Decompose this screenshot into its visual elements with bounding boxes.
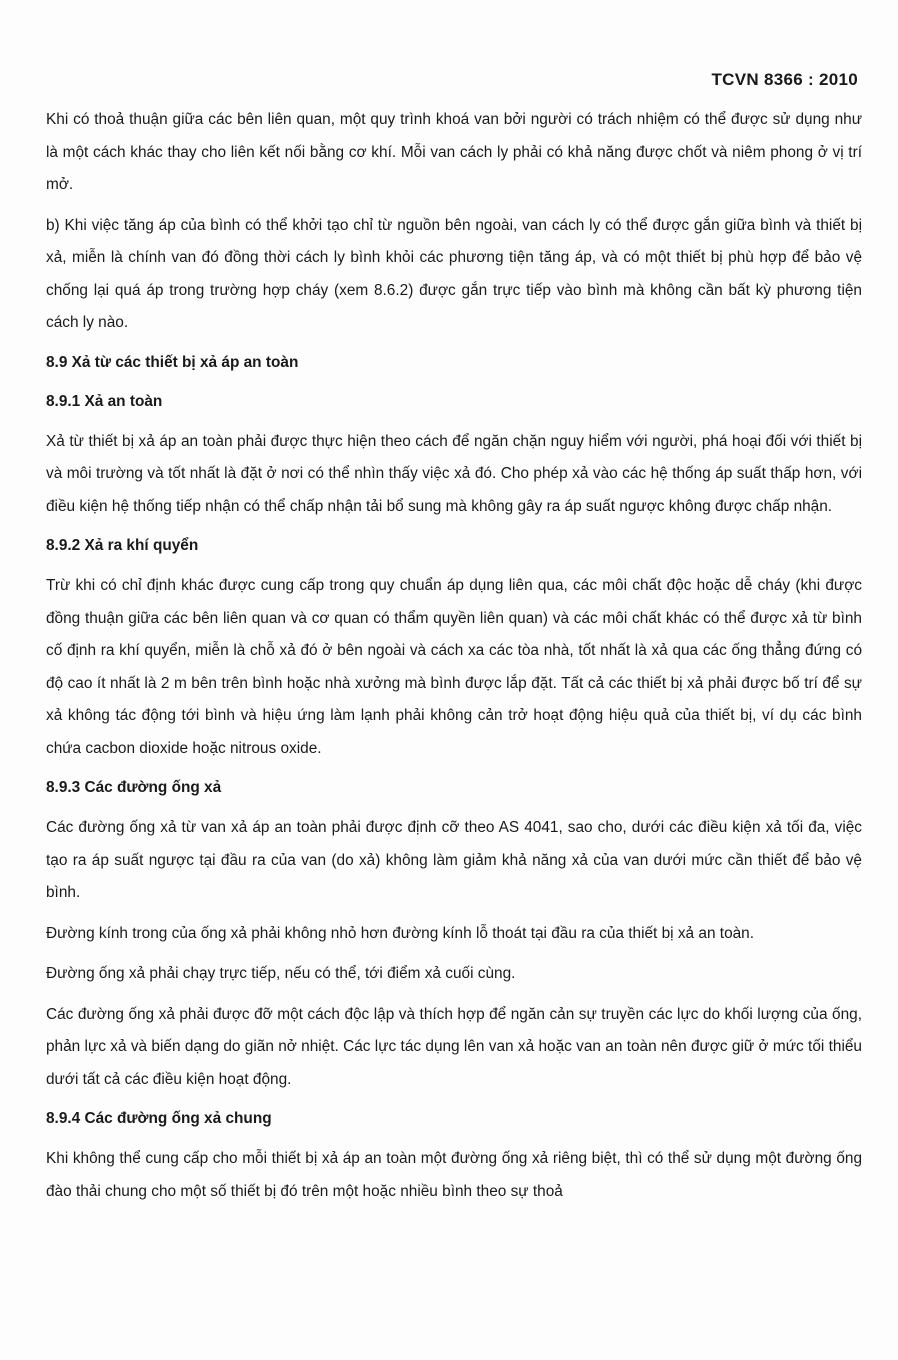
section-heading-8-9-1: 8.9.1 Xả an toàn	[46, 392, 163, 410]
paragraph: Xả từ thiết bị xả áp an toàn phải được thực hiện theo cách để ngăn chặn nguy hiểm với người, phá hoại đối với thiết bị và môi trường và tốt nhất là đặt ở nơi có thể nhìn thấy việc xả đó. Cho phép xả vào các hệ thống áp suất thấp hơn, với điều kiện hệ thống tiếp nhận có thể chấp nhận tải bổ sung mà không gây ra áp suất ngược không được chấp nhận.	[46, 432, 862, 515]
paragraph: Khi không thể cung cấp cho mỗi thiết bị xả áp an toàn một đường ống xả riêng biệt, thì có thể sử dụng một đường ống đào thải chung cho một số thiết bị đó trên một hoặc nhiều bình theo sự thoả	[46, 1150, 862, 1200]
section-heading-8-9: 8.9 Xả từ các thiết bị xả áp an toàn	[46, 353, 299, 371]
paragraph: Các đường ống xả phải được đỡ một cách độc lập và thích hợp để ngăn cản sự truyền các lực do khối lượng của ống, phản lực xả và biến dạng do giãn nở nhiệt. Các lực tác dụng lên van xả hoặc van an toàn nên được giữ ở mức tối thiểu dưới tất cả các điều kiện hoạt động.	[46, 1005, 862, 1088]
document-code: TCVN 8366 : 2010	[711, 70, 858, 89]
paragraph: Khi có thoả thuận giữa các bên liên quan, một quy trình khoá van bởi người có trách nhiệm có thể được sử dụng như là một cách khác thay cho liên kết nối bằng cơ khí. Mỗi van cách ly phải có khả năng được chốt và niêm phong ở vị trí mở.	[46, 111, 862, 193]
document-body	[46, 104, 862, 1216]
paragraph: Đường ống xả phải chạy trực tiếp, nếu có thể, tới điểm xả cuối cùng.	[46, 965, 516, 982]
section-heading-8-9-4: 8.9.4 Các đường ống xả chung	[46, 1110, 272, 1127]
paragraph: Các đường ống xả từ van xả áp an toàn phải được định cỡ theo AS 4041, sao cho, dưới các điều kiện xả tối đa, việc tạo ra áp suất ngược tại đầu ra của van (do xả) không làm giảm khả năng xả của van dưới mức cần thiết để bảo vệ bình.	[46, 819, 862, 901]
section-heading-8-9-2: 8.9.2 Xả ra khí quyển	[46, 537, 199, 554]
paragraph: b) Khi việc tăng áp của bình có thể khởi tạo chỉ từ nguồn bên ngoài, van cách ly có thể được gắn giữa bình và thiết bị xả, miễn là chính van đó đồng thời cách ly bình khỏi các phương tiện tăng áp, và có một thiết bị phù hợp để bảo vệ chống lại quá áp trong trường hợp cháy (xem 8.6.2) được gắn trực tiếp vào bình mà không cần bất kỳ phương tiện cách ly nào.	[46, 216, 862, 331]
section-heading-8-9-3: 8.9.3 Các đường ống xả	[46, 779, 222, 796]
paragraph: Đường kính trong của ống xả phải không nhỏ hơn đường kính lỗ thoát tại đầu ra của thiết bị xả an toàn.	[46, 924, 755, 942]
paragraph: Trừ khi có chỉ định khác được cung cấp trong quy chuẩn áp dụng liên qua, các môi chất độc hoặc dễ cháy (khi được đồng thuận giữa các bên liên quan và cơ quan có thẩm quyền liên quan) và các môi chất khác có thể được xả từ bình cố định ra khí quyển, miễn là chỗ xả đó ở bên ngoài và cách xa các tòa nhà, tốt nhất là xả qua các ống thẳng đứng có độ cao ít nhất là 2 m bên trên bình hoặc nhà xưởng mà bình được lắp đặt. Tất cả các thiết bị xả phải được bố trí để sự xả không tác động tới bình và hiệu ứng làm lạnh phải không cản trở hoạt động hiệu quả của thiết bị, ví dụ các bình chứa cacbon dioxide hoặc nitrous oxide.	[46, 577, 862, 757]
